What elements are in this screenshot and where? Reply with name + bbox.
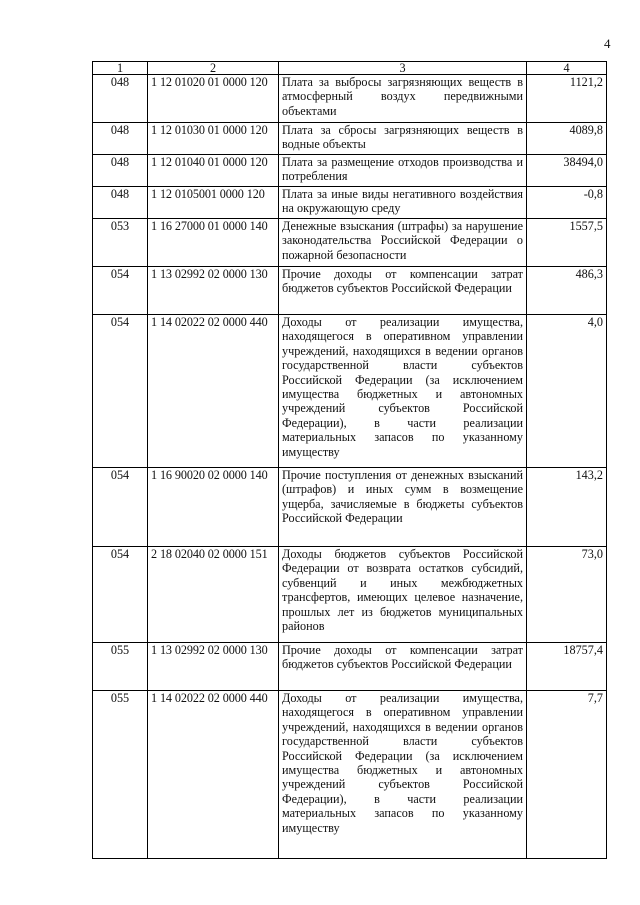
page-number: 4	[604, 36, 611, 51]
admin-code-cell: 048	[93, 123, 148, 155]
amount-cell: 73,0	[527, 547, 607, 643]
budget-code-cell: 1 16 27000 01 0000 140	[148, 219, 279, 267]
table-row	[93, 75, 607, 123]
budget-code-cell: 1 12 0105001 0000 120	[148, 187, 279, 219]
budget-code-cell: 1 12 01030 01 0000 120	[148, 123, 279, 155]
admin-code-cell: 053	[93, 219, 148, 267]
budget-code-cell: 1 12 01040 01 0000 120	[148, 155, 279, 187]
budget-code-cell: 1 12 01020 01 0000 120	[148, 75, 279, 123]
table-row	[93, 219, 607, 267]
admin-code-cell: 054	[93, 267, 148, 315]
admin-code-cell: 054	[93, 315, 148, 468]
column-header: 4	[527, 62, 607, 75]
description-cell: Доходы от реализации имущества, находящегося в оперативном управлении учреждений, находящихся в ведении органов государственной власти субъектов Российской Федерации (за исключением имущества бюджетных и автономных учреждений субъектов Российской Федерации), в части реализации материальных запасов по указанному имуществу	[279, 691, 527, 859]
admin-code-cell: 055	[93, 643, 148, 691]
amount-cell: 143,2	[527, 468, 607, 547]
amount-cell: -0,8	[527, 187, 607, 219]
admin-code-cell: 048	[93, 155, 148, 187]
amount-cell: 38494,0	[527, 155, 607, 187]
description-cell: Плата за выбросы загрязняющих веществ в атмосферный воздух передвижными объектами	[279, 75, 527, 123]
budget-code-cell: 1 16 90020 02 0000 140	[148, 468, 279, 547]
description-cell: Прочие доходы от компенсации затрат бюджетов субъектов Российской Федерации	[279, 643, 527, 691]
amount-cell: 1121,2	[527, 75, 607, 123]
budget-code-cell: 2 18 02040 02 0000 151	[148, 547, 279, 643]
description-cell: Плата за сбросы загрязняющих веществ в водные объекты	[279, 123, 527, 155]
table-row	[93, 547, 607, 643]
admin-code-cell: 054	[93, 547, 148, 643]
amount-cell: 7,7	[527, 691, 607, 859]
budget-code-cell: 1 13 02992 02 0000 130	[148, 267, 279, 315]
amount-cell: 4089,8	[527, 123, 607, 155]
description-cell: Прочие доходы от компенсации затрат бюджетов субъектов Российской Федерации	[279, 267, 527, 315]
description-cell: Плата за размещение отходов производства и потребления	[279, 155, 527, 187]
column-header: 1	[93, 62, 148, 75]
description-cell: Доходы бюджетов субъектов Российской Федерации от возврата остатков субсидий, субвенций и иных межбюджетных трансфертов, имеющих целевое назначение, прошлых лет из бюджетов муниципальных районов	[279, 547, 527, 643]
description-cell: Денежные взыскания (штрафы) за нарушение законодательства Российской Федерации о пожарной безопасности	[279, 219, 527, 267]
table-row	[93, 468, 607, 547]
budget-code-cell: 1 14 02022 02 0000 440	[148, 691, 279, 859]
table-row	[93, 315, 607, 468]
column-header: 3	[279, 62, 527, 75]
admin-code-cell: 055	[93, 691, 148, 859]
amount-cell: 4,0	[527, 315, 607, 468]
column-header: 2	[148, 62, 279, 75]
description-cell: Доходы от реализации имущества, находящегося в оперативном управлении учреждений, находящихся в ведении органов государственной власти субъектов Российской Федерации (за исключением имущества бюджетных и автономных учреждений субъектов Российской Федерации), в части реализации материальных запасов по указанному имуществу	[279, 315, 527, 468]
admin-code-cell: 048	[93, 75, 148, 123]
revenue-table	[92, 61, 607, 859]
table-row	[93, 155, 607, 187]
amount-cell: 1557,5	[527, 219, 607, 267]
description-cell: Плата за иные виды негативного воздействия на окружающую среду	[279, 187, 527, 219]
table-row	[93, 187, 607, 219]
budget-code-cell: 1 13 02992 02 0000 130	[148, 643, 279, 691]
column-number-row	[93, 62, 607, 75]
admin-code-cell: 048	[93, 187, 148, 219]
table-row	[93, 123, 607, 155]
description-cell: Прочие поступления от денежных взысканий (штрафов) и иных сумм в возмещение ущерба, зачисляемые в бюджеты субъектов Российской Федерации	[279, 468, 527, 547]
amount-cell: 18757,4	[527, 643, 607, 691]
admin-code-cell: 054	[93, 468, 148, 547]
amount-cell: 486,3	[527, 267, 607, 315]
table-row	[93, 267, 607, 315]
table-row	[93, 643, 607, 691]
table-row	[93, 691, 607, 859]
budget-code-cell: 1 14 02022 02 0000 440	[148, 315, 279, 468]
